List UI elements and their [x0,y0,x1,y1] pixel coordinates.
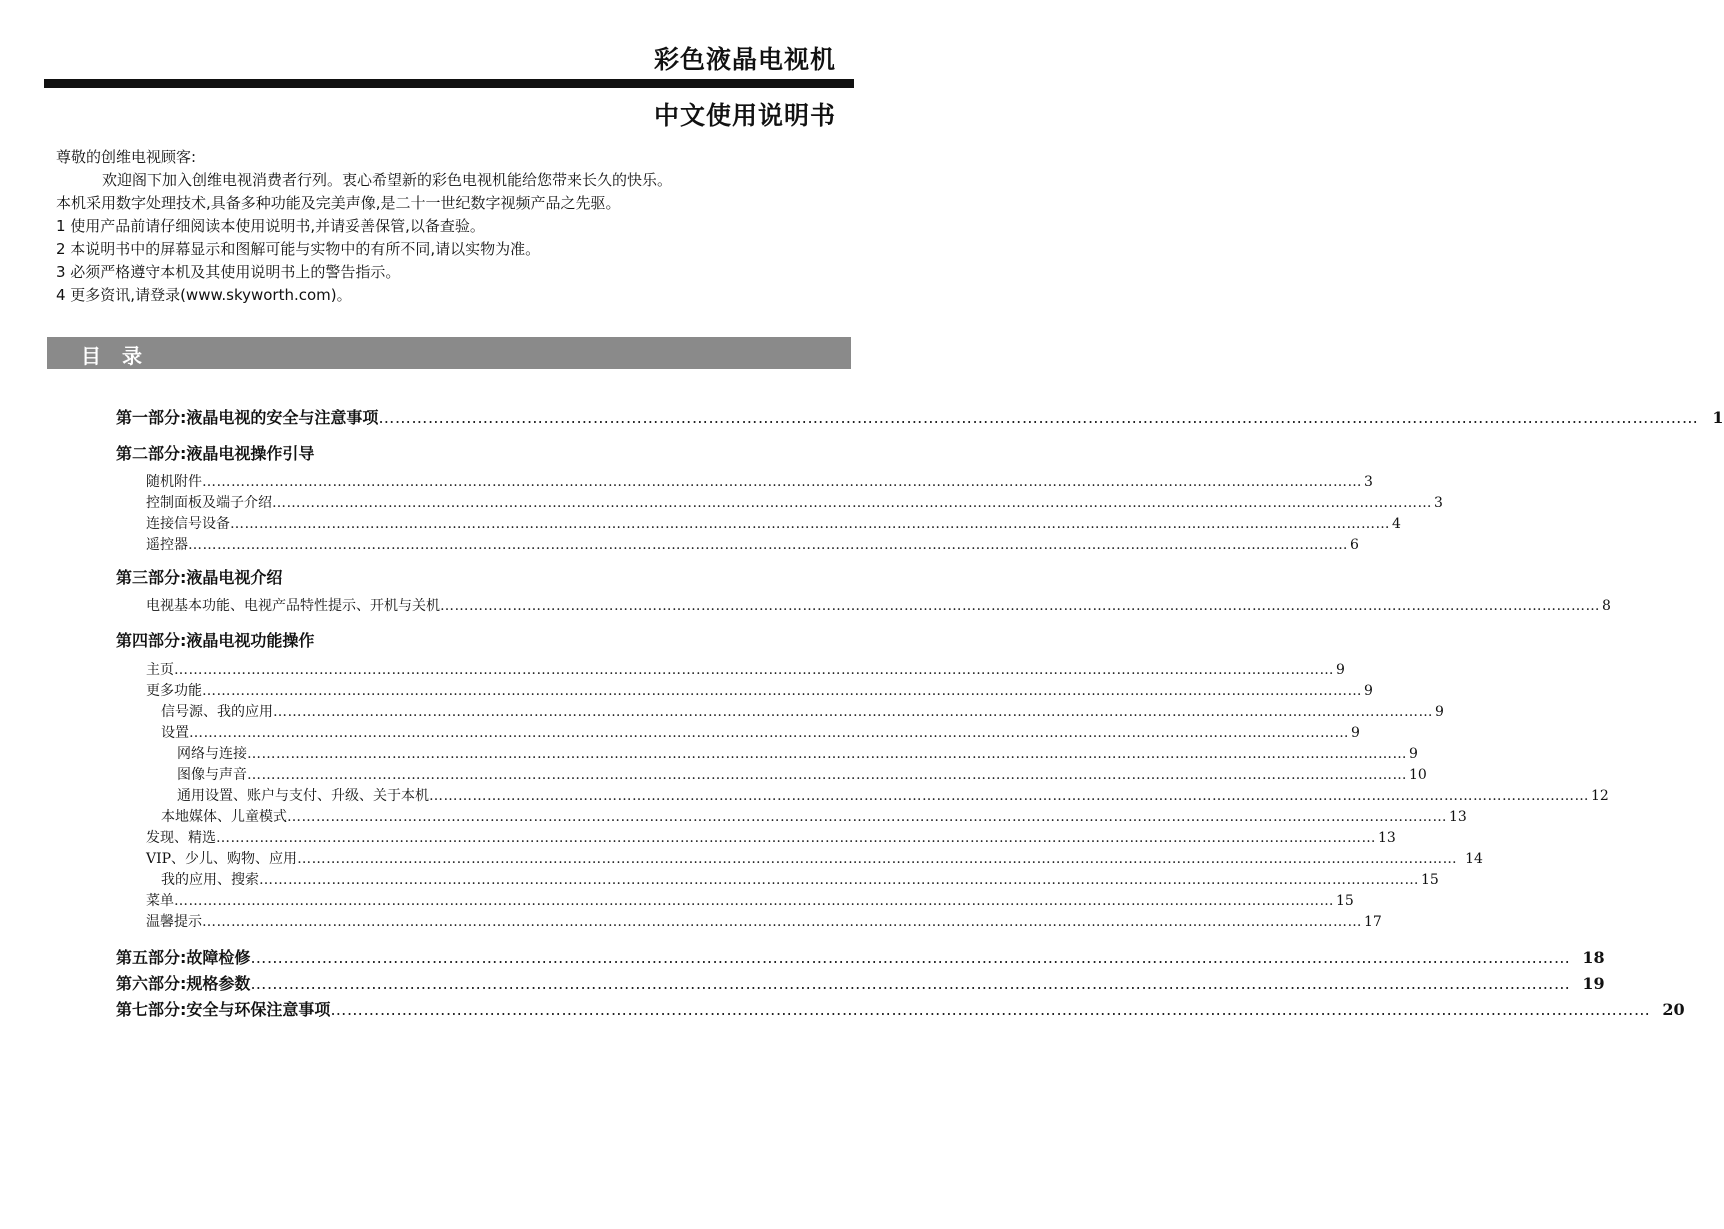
toc-part4-heading[interactable]: 第四部分:液晶电视功能操作 [116,631,315,650]
leader-dots: …………………………………………………………………………………………………………………………………………………………………………………………………………………… [250,974,1571,993]
document-title: 彩色液晶电视机 [653,45,836,74]
toc-entry[interactable] [146,890,1354,910]
toc-entry-page: 13 [1378,830,1396,846]
toc-entry-title: 主页 [146,662,174,678]
toc-entry[interactable] [177,743,1418,763]
leader-dots: …………………………………………………………………………………………………………………………………………………………………………………………………………………… [297,851,1458,867]
toc-entry-part6[interactable] [116,971,1605,994]
header-divider [44,79,854,88]
toc-entry-page: 9 [1435,704,1444,720]
toc-entry-title: 控制面板及端子介绍 [146,495,272,511]
intro-paragraph-2: 本机采用数字处理技术,具备多种功能及完美声像,是二十一世纪数字视频产品之先驱。 [56,194,621,212]
toc-entry[interactable] [146,471,1373,491]
leader-dots: …………………………………………………………………………………………………………………………………………………………………………………………………………………… [440,598,1600,614]
toc-entry[interactable] [146,848,1483,868]
toc-entry-title: 发现、精选 [146,830,216,846]
toc-entry-title: 温馨提示 [146,914,202,930]
toc-entry[interactable] [161,806,1467,826]
toc-entry[interactable] [146,911,1382,931]
toc-entry-title: 信号源、我的应用 [161,704,273,720]
toc-entry-page: 8 [1602,598,1611,614]
toc-entry-part7[interactable] [116,997,1685,1020]
toc-entry-page: 17 [1364,914,1382,930]
toc-entry-part5[interactable] [116,945,1605,968]
toc-entry-page: 1 [1712,408,1724,427]
leader-dots: …………………………………………………………………………………………………………………………………………………………………………………………………………………… [429,788,1589,804]
toc-entry-title: 第七部分:安全与环保注意事项 [116,1000,331,1019]
leader-dots: …………………………………………………………………………………………………………………………………………………………………………………………………………………… [216,830,1376,846]
toc-entry[interactable] [161,701,1444,721]
toc-part2-heading[interactable]: 第二部分:液晶电视操作引导 [116,444,315,463]
toc-entry-title: 随机附件 [146,474,202,490]
note-3: 3 必须严格遵守本机及其使用说明书上的警告指示。 [56,263,401,281]
toc-entry-title: 通用设置、账户与支付、升级、关于本机 [177,788,429,804]
leader-dots: …………………………………………………………………………………………………………………………………………………………………………………………………………………… [202,914,1362,930]
intro-section [56,146,856,307]
toc-entry-title: 我的应用、搜索 [161,872,259,888]
leader-dots: …………………………………………………………………………………………………………………………………………………………………………………………………………………… [250,948,1571,967]
leader-dots: …………………………………………………………………………………………………………………………………………………………………………………………………………………… [189,725,1349,741]
leader-dots: …………………………………………………………………………………………………………………………………………………………………………………………………………………… [202,683,1362,699]
toc-entry-title: 连接信号设备 [146,516,230,532]
toc-entry-page: 20 [1662,1000,1685,1019]
toc-entry[interactable] [146,680,1373,700]
toc-entry-page: 19 [1582,974,1605,993]
toc-entry-page: 4 [1392,516,1401,532]
toc-entry-title: 电视基本功能、电视产品特性提示、开机与关机 [146,598,440,614]
toc-heading: 目 录 [81,344,149,368]
toc-entry-page: 6 [1350,537,1359,553]
toc-entry[interactable] [146,827,1396,847]
leader-dots: …………………………………………………………………………………………………………………………………………………………………………………………………………………… [247,746,1407,762]
toc-entry-title: 网络与连接 [177,746,247,762]
intro-paragraph-1: 欢迎阁下加入创维电视消费者行列。衷心希望新的彩色电视机能给您带来长久的快乐。 [102,171,673,189]
toc-entry-part1[interactable] [116,405,1724,428]
toc-entry-title: 第一部分:液晶电视的安全与注意事项 [116,408,379,427]
note-1: 1 使用产品前请仔细阅读本使用说明书,并请妥善保管,以备查验。 [56,217,485,235]
toc-entry-page: 9 [1351,725,1360,741]
toc-entry-page: 3 [1364,474,1373,490]
leader-dots: …………………………………………………………………………………………………………………………………………………………………………………………………………………… [174,893,1334,909]
toc-entry-page: 9 [1336,662,1345,678]
toc-entry-title: 遥控器 [146,537,188,553]
toc-entry-page: 14 [1465,851,1483,867]
leader-dots: …………………………………………………………………………………………………………………………………………………………………………………………………………………… [330,1000,1651,1019]
toc-header-bar [47,337,851,369]
toc-entry-page: 3 [1434,495,1443,511]
toc-part3-heading[interactable]: 第三部分:液晶电视介绍 [116,568,283,587]
leader-dots: …………………………………………………………………………………………………………………………………………………………………………………………………………………… [259,872,1419,888]
toc-entry[interactable] [161,869,1439,889]
leader-dots: …………………………………………………………………………………………………………………………………………………………………………………………………………………… [174,662,1334,678]
toc-entry[interactable] [146,659,1345,679]
toc-entry-page: 12 [1591,788,1609,804]
toc-entry-title: 设置 [161,725,189,741]
leader-dots: …………………………………………………………………………………………………………………………………………………………………………………………………………………… [188,537,1348,553]
leader-dots: …………………………………………………………………………………………………………………………………………………………………………………………………………………… [247,767,1407,783]
toc-entry[interactable] [146,595,1611,615]
toc-entry-page: 10 [1409,767,1427,783]
note-4: 4 更多资讯,请登录(www.skyworth.com)。 [56,286,352,304]
toc-entry-title: 第五部分:故障检修 [116,948,251,967]
toc-entry[interactable] [146,534,1359,554]
toc-entry-page: 18 [1582,948,1605,967]
toc-entry[interactable] [177,764,1427,784]
leader-dots: …………………………………………………………………………………………………………………………………………………………………………………………………………………… [378,408,1699,427]
leader-dots: …………………………………………………………………………………………………………………………………………………………………………………………………………………… [287,809,1447,825]
toc-entry-title: 菜单 [146,893,174,909]
toc-entry-title: 图像与声音 [177,767,247,783]
document-subtitle: 中文使用说明书 [653,101,836,130]
note-2: 2 本说明书中的屏幕显示和图解可能与实物中的有所不同,请以实物为准。 [56,240,541,258]
greeting: 尊敬的创维电视顾客: [56,148,197,166]
toc-entry[interactable] [146,492,1443,512]
leader-dots: …………………………………………………………………………………………………………………………………………………………………………………………………………………… [273,704,1433,720]
toc-entry-title: VIP、少儿、购物、应用 [146,851,298,867]
toc-entry-title: 本地媒体、儿童模式 [161,809,287,825]
leader-dots: …………………………………………………………………………………………………………………………………………………………………………………………………………………… [272,495,1432,511]
toc-entry-page: 9 [1364,683,1373,699]
toc-entry-page: 15 [1421,872,1439,888]
toc-entry[interactable] [177,785,1609,805]
toc-entry[interactable] [161,722,1360,742]
toc-entry-page: 13 [1449,809,1467,825]
toc-entry-title: 第六部分:规格参数 [116,974,251,993]
toc-entry-page: 15 [1336,893,1354,909]
leader-dots: …………………………………………………………………………………………………………………………………………………………………………………………………………………… [230,516,1390,532]
toc-entry-page: 9 [1409,746,1418,762]
toc-entry[interactable] [146,513,1401,533]
toc-entry-title: 更多功能 [146,683,202,699]
leader-dots: …………………………………………………………………………………………………………………………………………………………………………………………………………………… [202,474,1362,490]
